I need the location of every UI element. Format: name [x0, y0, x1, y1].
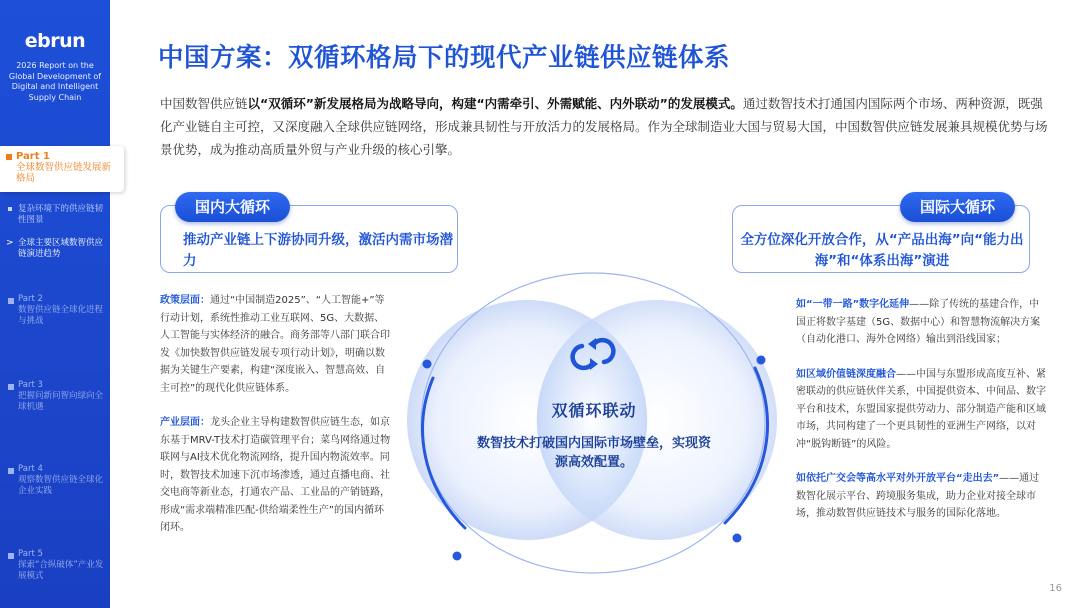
nav-sub-regional-trends[interactable]: [6, 238, 110, 260]
nav-part-label: Part 3: [18, 380, 43, 390]
nav-part-title: 全球数智供应链发展新格局: [16, 162, 112, 184]
nav-part-3[interactable]: [6, 380, 110, 413]
nav-part-2[interactable]: [6, 294, 110, 327]
international-cycle-pill: 国际大循环: [900, 192, 1015, 222]
report-title: 2026 Report on the Global Development of Digital and Intelligent Supply Chain: [8, 61, 102, 102]
orbit-dot: [423, 360, 432, 369]
canton-fair-text: ——通过数智化展示平台、跨境服务集成，助力企业对接全球市场，推动数智供应链技术与服务的国际化落地。: [796, 473, 1040, 519]
intro-lead: 以“双循环”新发展格局为战略导向，构建“内需牵引、外需赋能、内外联动”的发展模式。: [247, 96, 743, 111]
nav-bullet: [6, 154, 12, 160]
nav-part-label: Part 1: [16, 151, 50, 162]
center-description: 数智技术打破国内国际市场壁垒，实现资源高效配置。: [476, 436, 711, 470]
nav-part-label: Part 4: [18, 464, 43, 474]
orbit-dot: [733, 534, 742, 543]
nav-part-title: 观察数智供应链全球化企业实践: [18, 475, 104, 496]
international-cycle-box: [732, 198, 1030, 273]
nav-part-title: 把握问新问智向绿向全球机遇: [18, 391, 104, 412]
center-title: 双循环联动: [551, 401, 637, 420]
nav-sub-resilience[interactable]: [6, 204, 110, 226]
intro-prefix: 中国数智供应链: [160, 96, 248, 111]
page-number: 16: [1049, 583, 1062, 594]
nav-sub-label: 全球主要区域数智供应链演进趋势: [18, 238, 104, 259]
industry-paragraph: [160, 414, 392, 537]
logo: ebrun: [24, 30, 86, 52]
domestic-headline: 推动产业链上下游协同升级，激活内需市场潜力: [183, 232, 453, 269]
nav-part-label: Part 5: [18, 549, 43, 559]
policy-paragraph: [160, 292, 392, 397]
page-title: 中国方案：双循环格局下的现代产业链供应链体系: [158, 43, 731, 73]
policy-label: 政策层面：: [160, 295, 210, 306]
domestic-cycle-box: [160, 198, 458, 273]
nav-part-title: 探索“合纵破体”产业发展模式: [18, 560, 104, 581]
regional-value-chain-label: 如区域价值链深度融合: [796, 368, 896, 380]
sidebar: [0, 0, 110, 608]
nav-part-label: Part 2: [18, 294, 43, 304]
nav-bullet: [8, 207, 12, 211]
regional-value-chain-paragraph: [796, 366, 1048, 454]
industry-text: 龙头企业主导构建数智供应链生态，如京东基于MRV-T技术打造碳管理平台；菜鸟网络通过物联网与AI技术优化物流网络，提升国内物流效率。同时，数智技术加速下沉市场渗透，通过直播电商、社交电商等新业态，打通农产品、工业品的产销链路，形成“需求端精准匹配-供给端柔性生产”的国内循环闭环。: [160, 417, 391, 533]
belt-road-paragraph: [796, 296, 1048, 349]
canton-fair-paragraph: [796, 470, 1048, 523]
intro-rest: 通过数智技术打通国内国际两个市场、两种资源，既强化产业链自主可控，又深度融入全球供应链网络，形成兼具韧性与开放活力的发展格局。作为全球制造业大国与贸易大国，中国数智供应链发展兼具规模优势与场景优势，成为推动高质量外贸与产业升级的核心引擎。: [160, 96, 1048, 157]
nav-sub-label: 复杂环境下的供应链韧性图景: [18, 204, 104, 225]
chevron-right-icon: >: [6, 238, 14, 248]
nav-part-4[interactable]: [6, 464, 110, 497]
dual-cycle-diagram: [405, 268, 785, 598]
nav-bullet: [8, 553, 14, 559]
nav-part-1[interactable]: [0, 146, 124, 192]
nav-bullet: [8, 468, 14, 474]
nav-bullet: [8, 384, 14, 390]
canton-fair-label: 如依托广交会等高水平对外开放平台“走出去”: [796, 473, 1000, 484]
intro-paragraph: [160, 92, 1050, 161]
orbit-dot: [453, 552, 462, 561]
regional-value-chain-text: ——中国与东盟形成高度互补、紧密联动的供应链伙伴关系，中国提供资本、中间品、数字平台和技术，东盟国家提供劳动力、部分制造产能和区域市场，共同构建了一个更具韧性的亚洲生产网络，以对冲“脱钩断链”的风险。: [796, 368, 1046, 450]
belt-road-text: ——除了传统的基建合作，中国正将数字基建（5G、数据中心）和智慧物流解决方案（自动化港口、海外仓网络）输出到沿线国家；: [796, 299, 1041, 345]
domestic-cycle-pill: 国内大循环: [175, 192, 290, 222]
nav-part-5[interactable]: [6, 549, 110, 582]
domestic-details: [160, 292, 392, 554]
nav-bullet: [8, 298, 14, 304]
international-headline: 全方位深化开放合作，从“产品出海”向“能力出海”和“体系出海”演进: [740, 232, 1024, 269]
belt-road-label: 如“一带一路”数字化延伸: [796, 299, 910, 310]
industry-label: 产业层面：: [160, 417, 210, 428]
orbit-dot: [757, 356, 766, 365]
policy-text: 通过“中国制造2025”、“人工智能+”等行动计划，系统性推动工业互联网、5G、大数据、人工智能与实体经济的融合。商务部等八部门联合印发《加快数智供应链发展专项行动计划》，明确以数据为关键生产要素，构建“深度嵌入、智慧高效、自主可控”的现代化供应链体系。: [160, 295, 390, 394]
international-details: [796, 296, 1048, 540]
nav-part-title: 数智供应链全球化进程与挑战: [18, 305, 104, 326]
